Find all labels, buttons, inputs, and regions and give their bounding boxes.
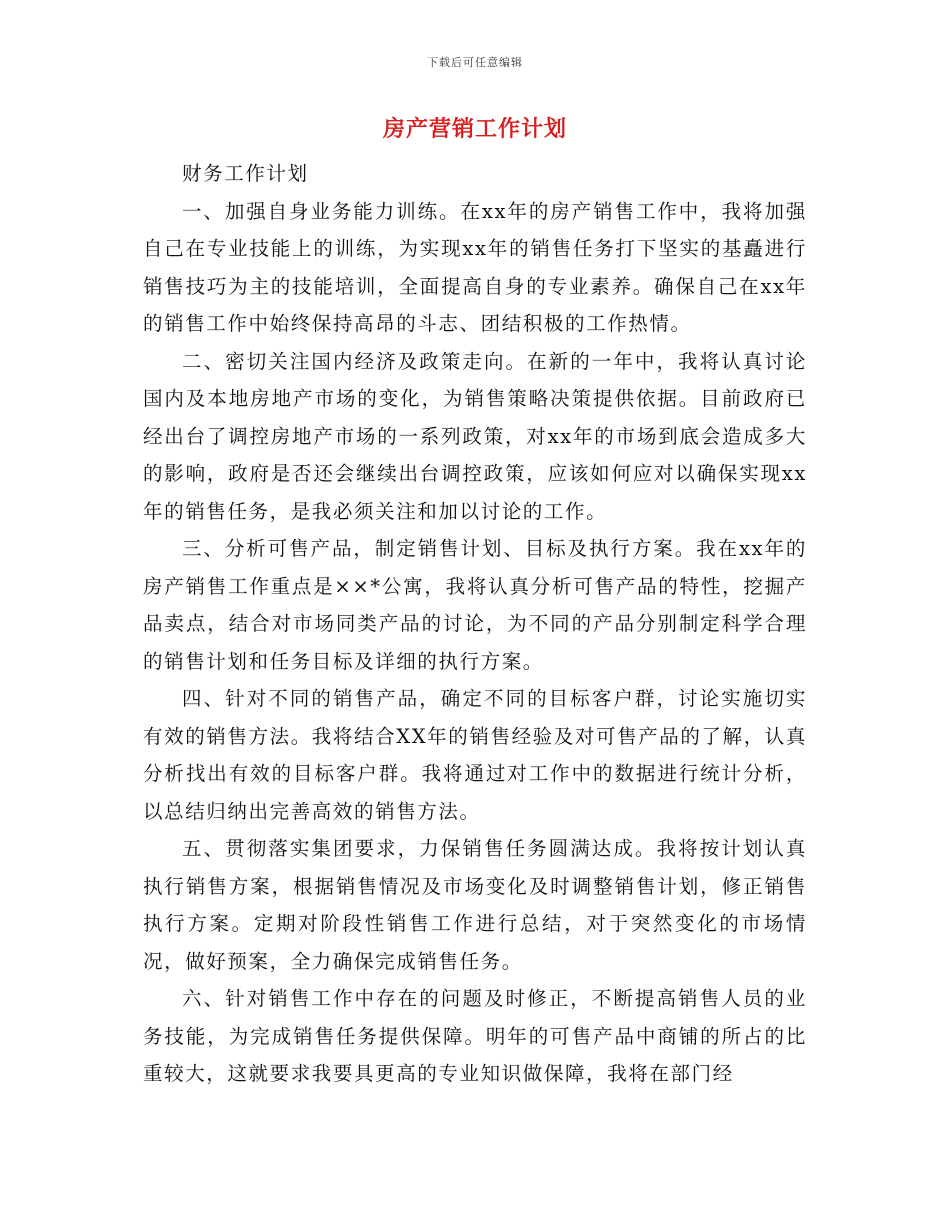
paragraph-4: 四、针对不同的销售产品，确定不同的目标客户群，讨论实施切实有效的销售方法。我将结合XX年的销售经验及对可售产品的了解，认真分析找出有效的目标客户群。我将通过对工作中的数据进行统计分析，以总结归纳出完善高效的销售方法。 xyxy=(143,687,807,823)
paragraph-3: 三、分析可售产品，制定销售计划、目标及执行方案。我在xx年的房产销售工作重点是××*公寓，我将认真分析可售产品的特性，挖掘产品卖点，结合对市场同类产品的讨论，为不同的产品分别制定科学合理的销售计划和任务目标及详细的执行方案。 xyxy=(143,537,807,673)
paragraph-2: 二、密切关注国内经济及政策走向。在新的一年中，我将认真讨论国内及本地房地产市场的变化，为销售策略决策提供依据。目前政府已经出台了调控房地产市场的一系列政策，对xx年的市场到底会造成多大的影响，政府是否还会继续出台调控政策，应该如何应对以确保实现xx年的销售任务，是我必须关注和加以讨论的工作。 xyxy=(143,349,807,523)
document-title: 房产营销工作计划 xyxy=(382,117,567,142)
header-note: 下载后可任意编辑 xyxy=(427,56,523,69)
document-body xyxy=(143,155,807,1093)
paragraph-6: 六、针对销售工作中存在的问题及时修正，不断提高销售人员的业务技能，为完成销售任务提供保障。明年的可售产品中商铺的所占的比重较大，这就要求我要具更高的专业知识做保障，我将在部门经 xyxy=(143,987,807,1085)
paragraph-subtitle: 财务工作计划 xyxy=(182,162,309,185)
paragraph-1: 一、加强自身业务能力训练。在xx年的房产销售工作中，我将加强自己在专业技能上的训练，为实现xx年的销售任务打下坚实的基矗进行销售技巧为主的技能培训，全面提高自身的专业素养。确保自己在xx年的销售工作中始终保持高昂的斗志、团结积极的工作热情。 xyxy=(143,199,807,335)
paragraph-5: 五、贯彻落实集团要求，力保销售任务圆满达成。我将按计划认真执行销售方案，根据销售情况及市场变化及时调整销售计划，修正销售执行方案。定期对阶段性销售工作进行总结，对于突然变化的市场情况，做好预案，全力确保完成销售任务。 xyxy=(143,837,807,973)
